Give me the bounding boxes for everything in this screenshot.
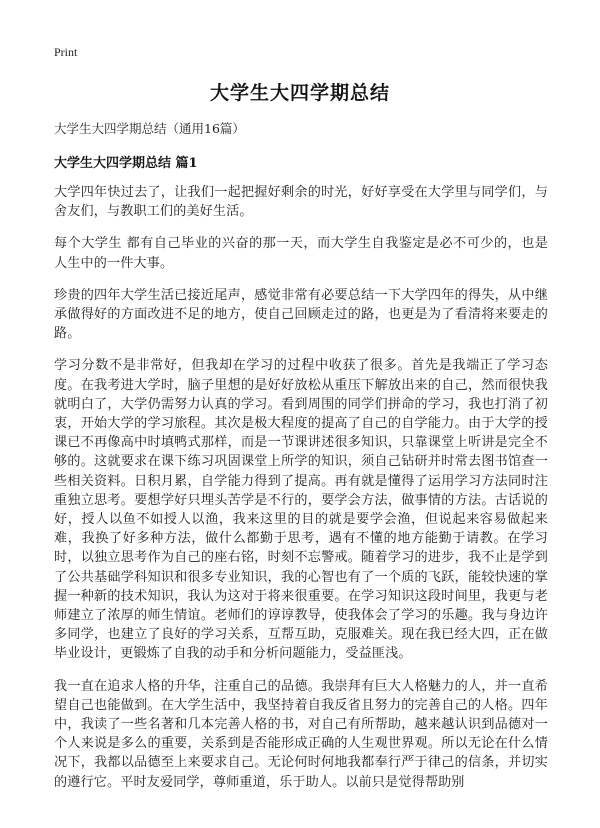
paragraph-1: 大学四年快过去了，让我们一起把握好剩余的时光，好好享受在大学里与同学们，与舍友们，与教职工们的美好生活。 (54, 185, 548, 220)
section-heading: 大学生大四学期总结 篇1 (54, 156, 198, 171)
paragraph-5: 我一直在追求人格的升华，注重自己的品德。我崇拜有巨大人格魅力的人，并一直希望自己也能做到。在大学生活中，我坚持着自我反省且努力的完善自己的人格。四年中，我读了一些名著和几本完善人格的书，对自己有所帮助，越来越认识到品德对一个人来说是多么的重要，关系到是否能形成正确的人生观世界观。所以无论在什么情况下，我都以品德至上来要求自己。无论何时何地我都奉行严于律己的信条，并切实的遵行它。平时友爱同学，尊师重道，乐于助人。以前只是觉得帮助别 (54, 678, 548, 790)
document-body (54, 183, 548, 805)
paragraph-2: 每个大学生 都有自己毕业的兴奋的那一天，而大学生自我鉴定是必不可少的，也是人生中的一件大事。 (54, 236, 548, 271)
document-subtitle: 大学生大四学期总结（通用16篇） (54, 121, 245, 136)
print-link[interactable]: Print (54, 45, 78, 59)
paragraph-3: 珍贵的四年大学生活已接近尾声，感觉非常有必要总结一下大学四年的得失，从中继承做得好的方面改进不足的地方，使自己回顾走过的路，也更是为了看清将来要走的路。 (54, 287, 548, 342)
page-title: 大学生大四学期总结 (209, 82, 390, 104)
paragraph-4: 学习分数不是非常好，但我却在学习的过程中收获了很多。首先是我端正了学习态度。在我考进大学时，脑子里想的是好好放松从重压下解放出来的自己，然而很快我就明白了，大学仍需努力认真的学习。看到周围的同学们拼命的学习，我也打消了初衷，开始大学的学习旅程。其次是极大程度的提高了自己的自学能力。由于大学的授课已不再像高中时填鸭式那样，而是一节课讲述很多知识，只靠课堂上听讲是完全不够的。这就要求在课下练习巩固课堂上所学的知识，须自己钻研并时常去图书馆查一些相关资料。日积月累，自学能力得到了提高。再有就是懂得了运用学习方法同时注重独立思考。要想学好只埋头苦学是不行的，要学会方法，做事情的方法。古话说的好，授人以鱼不如授人以渔，我来这里的目的就是要学会渔，但说起来容易做起来难，我换了好多种方法，做什么都勤于思考，遇有不懂的地方能勤于请教。在学习时，以独立思考作为自己的座右铭，时刻不忘警戒。随着学习的进步，我不止是学到了公共基础学科知识和很多专业知识，我的心智也有了一个质的飞跃，能较快速的掌握一种新的技术知识，我认为这对于将来很重要。在学习知识这段时间里，我更与老师建立了浓厚的师生情谊。老师们的谆谆教导，使我体会了学习的乐趣。我与身边许多同学，也建立了良好的学习关系，互帮互助，克服难关。现在我已经大四，正在做毕业设计，更锻炼了自我的动手和分析问题能力，受益匪浅。 (54, 358, 548, 662)
